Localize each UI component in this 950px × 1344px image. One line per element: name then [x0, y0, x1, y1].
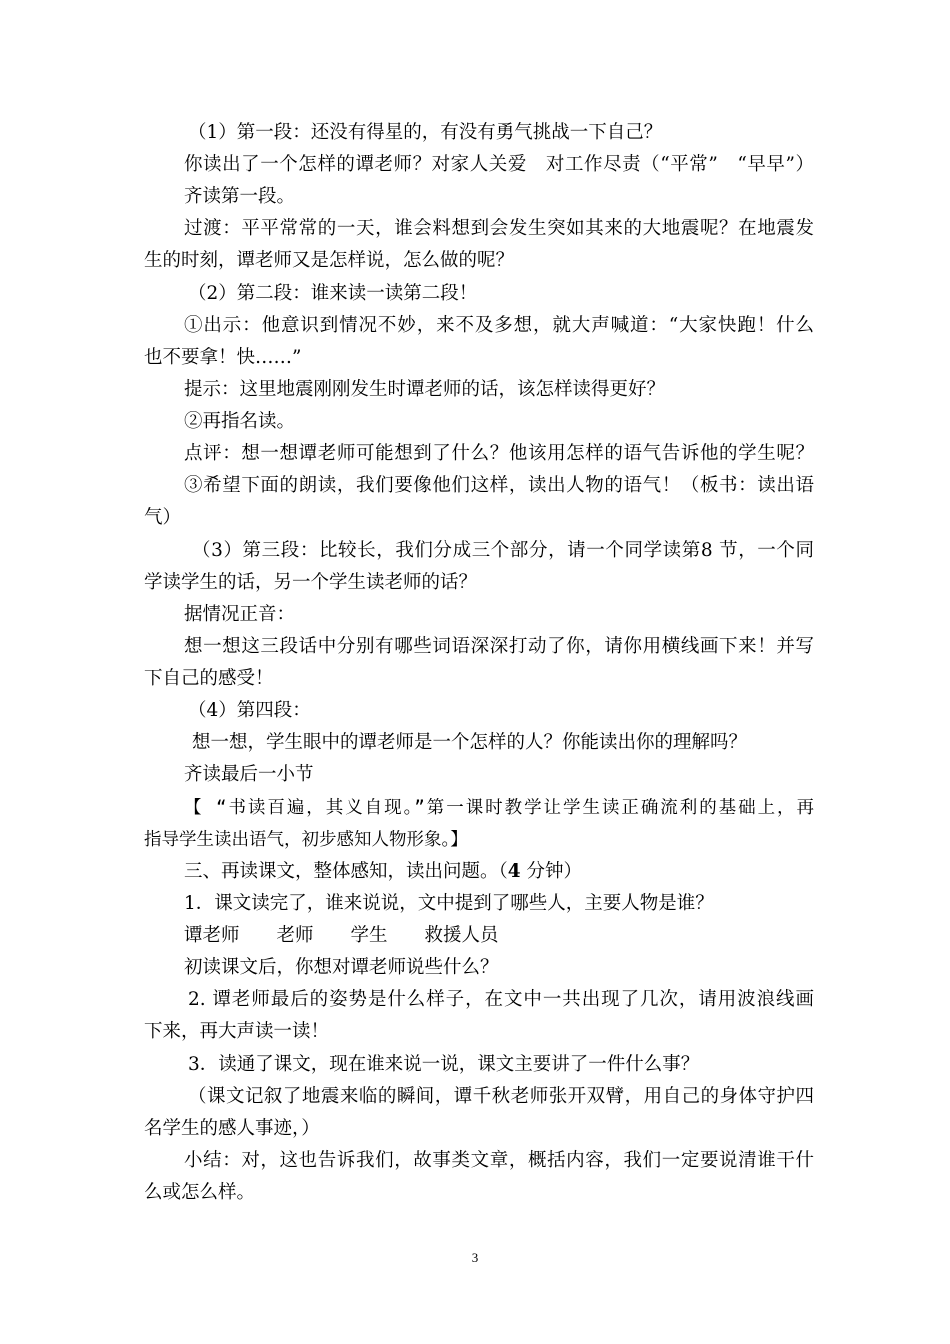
- annotation-line: 指导学生读出语气，初步感知人物形象。】: [144, 830, 468, 850]
- text-line: 齐读最后一小节: [184, 764, 314, 785]
- text-line: 下来，再大声读一读！: [144, 1021, 330, 1042]
- text-line: ②再指名读。: [184, 411, 296, 432]
- text-line: ③希望下面的朗读，我们要像他们这样，读出人物的语气！（板书：读出语: [184, 475, 814, 496]
- text-line: 小结：对，这也告诉我们，故事类文章，概括内容，我们一定要说清谁干什: [184, 1150, 814, 1171]
- text-line: 下自己的感受！: [144, 668, 274, 689]
- text-line: 想一想，学生眼中的谭老师是一个怎样的人？你能读出你的理解吗？: [192, 732, 748, 753]
- text-line: 名学生的感人事迹，）: [144, 1118, 320, 1139]
- page-number: 3: [471, 1250, 479, 1265]
- text-line: 初读课文后，你想对谭老师说些什么？: [184, 957, 499, 978]
- text-line: 谭老师 老师 学生 救援人员: [184, 925, 499, 946]
- text-line: （2）第二段：谁来读一读第二段！: [188, 283, 478, 304]
- text-line: 提示：这里地震刚刚发生时谭老师的话，该怎样读得更好？: [184, 379, 666, 400]
- text-line: 你读出了一个怎样的谭老师？对家人关爱 对工作尽责（“平常” “早早”）: [184, 154, 814, 175]
- text-line: 学读学生的话，另一个学生读老师的话？: [144, 572, 478, 593]
- text-line: （4）第四段：: [188, 700, 311, 721]
- text-line: 么或怎么样。: [144, 1182, 256, 1203]
- text-line: （3）第三段：比较长，我们分成三个部分，请一个同学读第8 节，一个同: [192, 540, 814, 561]
- text-line: 过渡：平平常常的一天，谁会料想到会发生突如其来的大地震呢？在地震发: [184, 218, 814, 239]
- text-line: 生的时刻，谭老师又是怎样说，怎么做的呢？: [144, 250, 515, 271]
- text-line: （课文记叙了地震来临的瞬间，谭千秋老师张开双臂，用自己的身体守护四: [188, 1086, 814, 1107]
- text-line: 1．课文读完了，谁来说说，文中提到了哪些人，主要人物是谁？: [184, 893, 714, 914]
- text-line: 想一想这三段话中分别有哪些词语深深打动了你，请你用横线画下来！并写: [184, 636, 814, 657]
- text-line: 气）: [144, 507, 182, 528]
- text-line: 据情况正音：: [184, 604, 296, 625]
- text-line: 也不要拿！快……”: [144, 347, 302, 368]
- text-line: 2. 谭老师最后的姿势是什么样子，在文中一共出现了几次，请用波浪线画: [188, 989, 814, 1010]
- text-line: 齐读第一段。: [184, 186, 296, 207]
- text-line: ①出示：他意识到情况不妙，来不及多想，就大声喊道：“大家快跑！什么: [184, 315, 814, 336]
- text-line: 3．读通了课文，现在谁来说一说，课文主要讲了一件什么事？: [188, 1054, 700, 1075]
- text-line: （1）第一段：还没有得星的，有没有勇气挑战一下自己？: [188, 122, 663, 143]
- section-heading: 三、再读课文，整体感知，读出问题。（4 分钟）: [184, 861, 583, 882]
- text-line: 点评：想一想谭老师可能想到了什么？他该用怎样的语气告诉他的学生呢？: [184, 443, 814, 464]
- annotation-line: 【 “书读百遍，其义自现。”第一课时教学让学生读正确流利的基础上，再: [184, 798, 814, 818]
